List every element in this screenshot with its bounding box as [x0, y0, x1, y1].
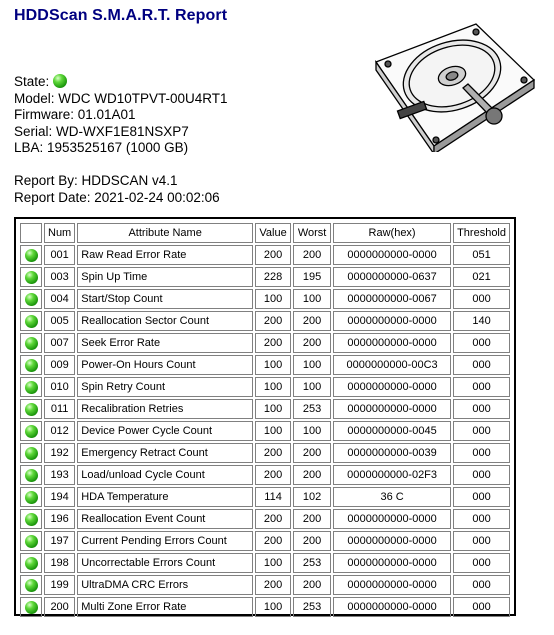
green-status-icon [25, 249, 38, 262]
threshold-cell: 000 [453, 575, 510, 595]
green-status-icon [25, 513, 38, 526]
num-cell: 007 [44, 333, 75, 353]
raw-cell: 0000000000-0039 [333, 443, 451, 463]
status-cell [20, 509, 42, 529]
status-cell [20, 355, 42, 375]
threshold-cell: 000 [453, 333, 510, 353]
table-row [20, 355, 510, 375]
value-cell: 100 [255, 289, 291, 309]
value-cell: 100 [255, 597, 291, 617]
worst-cell: 253 [293, 553, 331, 573]
value-cell: 200 [255, 465, 291, 485]
table-row [20, 553, 510, 573]
green-status-icon [25, 601, 38, 614]
worst-cell: 100 [293, 355, 331, 375]
status-cell [20, 311, 42, 331]
attribute-name-cell: Seek Error Rate [77, 333, 253, 353]
table-row [20, 509, 510, 529]
green-status-icon [25, 381, 38, 394]
num-cell: 004 [44, 289, 75, 309]
threshold-cell: 000 [453, 355, 510, 375]
attribute-name-cell: Device Power Cycle Count [77, 421, 253, 441]
attribute-name-cell: Spin Up Time [77, 267, 253, 287]
green-status-icon [25, 557, 38, 570]
attribute-name-cell: Reallocation Sector Count [77, 311, 253, 331]
worst-cell: 102 [293, 487, 331, 507]
state-row [14, 74, 228, 91]
attribute-name-cell: Power-On Hours Count [77, 355, 253, 375]
raw-cell: 0000000000-0637 [333, 267, 451, 287]
status-cell [20, 421, 42, 441]
attribute-name-cell: Current Pending Errors Count [77, 531, 253, 551]
green-status-icon [25, 359, 38, 372]
green-status-icon [25, 293, 38, 306]
status-cell [20, 553, 42, 573]
smart-table-container [14, 217, 516, 616]
smart-attributes-table [18, 221, 512, 619]
value-cell: 200 [255, 311, 291, 331]
header-status [20, 223, 42, 243]
threshold-cell: 000 [453, 597, 510, 617]
table-row [20, 575, 510, 595]
table-row [20, 597, 510, 617]
green-status-icon [25, 535, 38, 548]
raw-cell: 0000000000-0000 [333, 575, 451, 595]
worst-cell: 253 [293, 399, 331, 419]
status-cell [20, 443, 42, 463]
value-cell: 200 [255, 333, 291, 353]
num-cell: 005 [44, 311, 75, 331]
worst-cell: 200 [293, 443, 331, 463]
num-cell: 010 [44, 377, 75, 397]
value-cell: 200 [255, 245, 291, 265]
raw-cell: 0000000000-0000 [333, 509, 451, 529]
raw-cell: 0000000000-0000 [333, 377, 451, 397]
worst-cell: 100 [293, 377, 331, 397]
table-row [20, 443, 510, 463]
header-attribute-name: Attribute Name [77, 223, 253, 243]
table-row [20, 399, 510, 419]
value-cell: 200 [255, 575, 291, 595]
table-row [20, 289, 510, 309]
raw-cell: 0000000000-0000 [333, 333, 451, 353]
report-by-text: Report By: HDDSCAN v4.1 [14, 173, 178, 188]
table-row [20, 377, 510, 397]
status-cell [20, 267, 42, 287]
header-threshold: Threshold [453, 223, 510, 243]
attribute-name-cell: Multi Zone Error Rate [77, 597, 253, 617]
attribute-name-cell: UltraDMA CRC Errors [77, 575, 253, 595]
worst-cell: 100 [293, 289, 331, 309]
worst-cell: 200 [293, 311, 331, 331]
header-worst: Worst [293, 223, 331, 243]
model-text: Model: WDC WD10TPVT-00U4RT1 [14, 90, 228, 106]
attribute-name-cell: Recalibration Retries [77, 399, 253, 419]
num-cell: 192 [44, 443, 75, 463]
threshold-cell: 000 [453, 553, 510, 573]
status-cell [20, 333, 42, 353]
threshold-cell: 000 [453, 509, 510, 529]
raw-cell: 0000000000-0045 [333, 421, 451, 441]
green-status-icon [25, 491, 38, 504]
status-cell [20, 487, 42, 507]
firmware-text: Firmware: 01.01A01 [14, 107, 136, 122]
serial-text: Serial: WD-WXF1E81NSXP7 [14, 123, 189, 139]
attribute-name-cell: Raw Read Error Rate [77, 245, 253, 265]
worst-cell: 100 [293, 421, 331, 441]
status-cell [20, 399, 42, 419]
attribute-name-cell: Start/Stop Count [77, 289, 253, 309]
status-cell [20, 531, 42, 551]
status-cell [20, 289, 42, 309]
attribute-name-cell: Uncorrectable Errors Count [77, 553, 253, 573]
header-num: Num [44, 223, 75, 243]
status-cell [20, 465, 42, 485]
raw-cell: 0000000000-0000 [333, 311, 451, 331]
status-cell [20, 597, 42, 617]
raw-cell: 0000000000-0067 [333, 289, 451, 309]
raw-cell: 0000000000-0000 [333, 597, 451, 617]
threshold-cell: 000 [453, 421, 510, 441]
green-status-icon [25, 315, 38, 328]
threshold-cell: 000 [453, 399, 510, 419]
value-cell: 228 [255, 267, 291, 287]
value-cell: 200 [255, 443, 291, 463]
table-body [20, 245, 510, 617]
value-cell: 200 [255, 509, 291, 529]
attribute-name-cell: Reallocation Event Count [77, 509, 253, 529]
worst-cell: 200 [293, 531, 331, 551]
raw-cell: 0000000000-0000 [333, 553, 451, 573]
table-row [20, 421, 510, 441]
num-cell: 199 [44, 575, 75, 595]
threshold-cell: 000 [453, 377, 510, 397]
table-row [20, 245, 510, 265]
attribute-name-cell: Emergency Retract Count [77, 443, 253, 463]
num-cell: 012 [44, 421, 75, 441]
raw-cell: 0000000000-00C3 [333, 355, 451, 375]
attribute-name-cell: Spin Retry Count [77, 377, 253, 397]
table-row [20, 267, 510, 287]
status-cell [20, 245, 42, 265]
worst-cell: 200 [293, 575, 331, 595]
value-cell: 100 [255, 553, 291, 573]
worst-cell: 200 [293, 245, 331, 265]
table-header-row [20, 223, 510, 243]
value-cell: 114 [255, 487, 291, 507]
header-raw: Raw(hex) [333, 223, 451, 243]
worst-cell: 195 [293, 267, 331, 287]
header-value: Value [255, 223, 291, 243]
report-title: HDDScan S.M.A.R.T. Report [14, 7, 228, 24]
num-cell: 011 [44, 399, 75, 419]
green-status-icon [25, 469, 38, 482]
threshold-cell: 021 [453, 267, 510, 287]
status-cell [20, 575, 42, 595]
worst-cell: 200 [293, 509, 331, 529]
num-cell: 198 [44, 553, 75, 573]
report-date-text: Report Date: 2021-02-24 00:02:06 [14, 189, 220, 205]
value-cell: 100 [255, 355, 291, 375]
num-cell: 196 [44, 509, 75, 529]
num-cell: 009 [44, 355, 75, 375]
green-status-icon [25, 447, 38, 460]
table-row [20, 333, 510, 353]
table-row [20, 487, 510, 507]
lba-text: LBA: 1953525167 (1000 GB) [14, 140, 189, 155]
state-label: State: [14, 74, 50, 89]
state-ok-icon [53, 74, 67, 88]
raw-cell: 0000000000-0000 [333, 245, 451, 265]
raw-cell: 0000000000-02F3 [333, 465, 451, 485]
worst-cell: 200 [293, 333, 331, 353]
num-cell: 200 [44, 597, 75, 617]
green-status-icon [25, 403, 38, 416]
raw-cell: 36 C [333, 487, 451, 507]
value-cell: 100 [255, 421, 291, 441]
raw-cell: 0000000000-0000 [333, 399, 451, 419]
num-cell: 194 [44, 487, 75, 507]
drive-info [14, 74, 228, 206]
green-status-icon [25, 579, 38, 592]
threshold-cell: 051 [453, 245, 510, 265]
green-status-icon [25, 337, 38, 350]
green-status-icon [25, 271, 38, 284]
attribute-name-cell: Load/unload Cycle Count [77, 465, 253, 485]
num-cell: 001 [44, 245, 75, 265]
table-row [20, 311, 510, 331]
value-cell: 200 [255, 531, 291, 551]
worst-cell: 200 [293, 465, 331, 485]
table-row [20, 465, 510, 485]
hard-drive-illustration [368, 18, 538, 152]
table-row [20, 531, 510, 551]
worst-cell: 253 [293, 597, 331, 617]
num-cell: 003 [44, 267, 75, 287]
threshold-cell: 000 [453, 487, 510, 507]
num-cell: 197 [44, 531, 75, 551]
num-cell: 193 [44, 465, 75, 485]
value-cell: 100 [255, 377, 291, 397]
value-cell: 100 [255, 399, 291, 419]
threshold-cell: 000 [453, 531, 510, 551]
attribute-name-cell: HDA Temperature [77, 487, 253, 507]
threshold-cell: 140 [453, 311, 510, 331]
raw-cell: 0000000000-0000 [333, 531, 451, 551]
threshold-cell: 000 [453, 289, 510, 309]
status-cell [20, 377, 42, 397]
threshold-cell: 000 [453, 465, 510, 485]
threshold-cell: 000 [453, 443, 510, 463]
green-status-icon [25, 425, 38, 438]
